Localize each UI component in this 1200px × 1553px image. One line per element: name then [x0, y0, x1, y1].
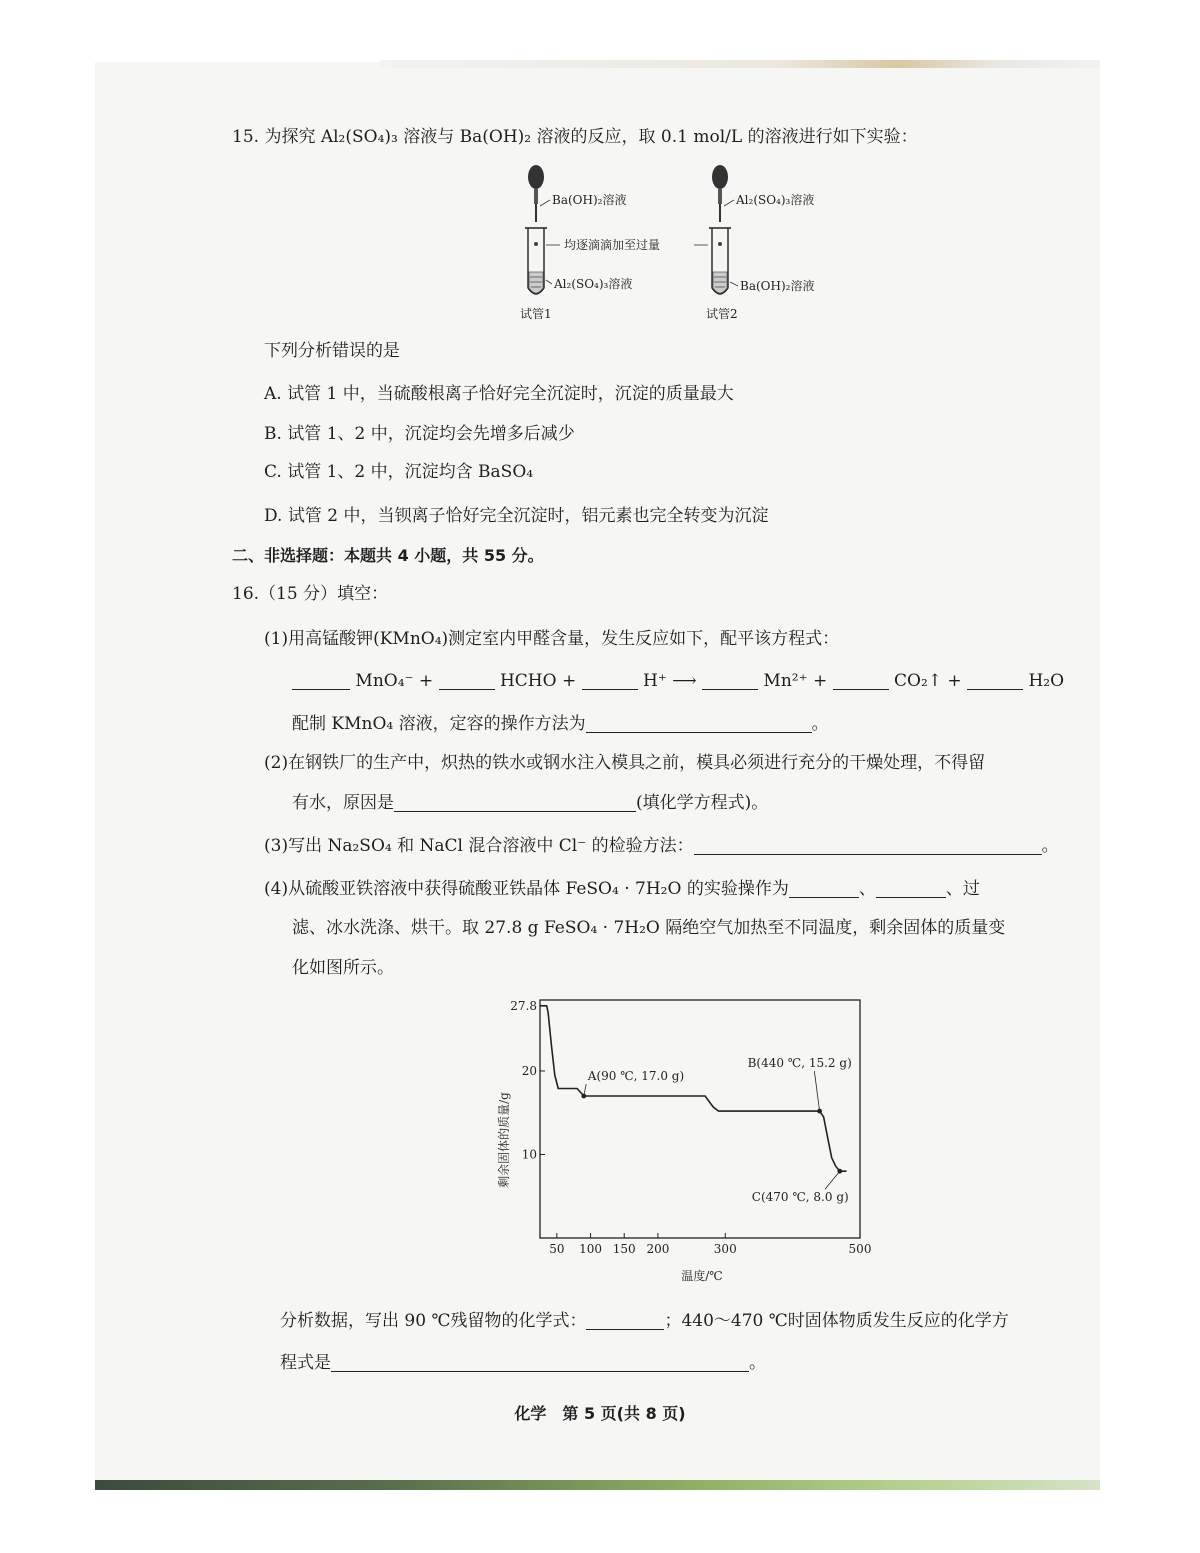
tube1-icon	[525, 228, 547, 294]
mass-curve	[540, 1006, 847, 1171]
equation-term-6: H₂O	[1028, 671, 1065, 691]
x-axis-label: 温度/℃	[681, 1269, 723, 1283]
x-tick-label: 100	[579, 1242, 602, 1256]
mass-temperature-chart	[480, 990, 900, 1290]
q16-part4-text: (4)从硫酸亚铁溶液中获得硫酸亚铁晶体 FeSO₄ · 7H₂O 的实验操作为	[264, 879, 789, 899]
point-leader-b	[814, 1071, 819, 1111]
equation-term-3: H⁺ ⟶	[643, 671, 697, 691]
equation-blank-6[interactable]	[967, 671, 1023, 690]
q16-part2-text: 有水，原因是	[292, 793, 394, 813]
dropwise-label: 均逐滴滴加至过量	[564, 238, 661, 252]
test-tube-figure	[500, 160, 840, 330]
x-tick-label: 150	[612, 1242, 636, 1256]
point-label-b: B(440 ℃, 15.2 g)	[747, 1056, 852, 1071]
tube2-dropper-icon	[712, 165, 728, 222]
equation-blank-1[interactable]	[292, 671, 350, 690]
q16-part1: (1)用高锰酸钾(KMnO₄)测定室内甲醛含量，发生反应如下，配平该方程式：	[264, 629, 840, 649]
q15-option-b: B. 试管 1、2 中，沉淀均会先增多后减少	[264, 424, 575, 444]
scan-bottom-edge	[95, 1480, 1100, 1490]
q16-part1b-end: 。	[811, 714, 829, 734]
q16-part4-line3: 化如图所示。	[292, 958, 394, 978]
q16-part5-line2	[280, 1352, 766, 1374]
q16-part1b-text: 配制 KMnO₄ 溶液，定容的操作方法为	[292, 714, 586, 734]
operation-blank-1[interactable]	[789, 879, 859, 898]
tube2-label: 试管2	[706, 307, 738, 321]
q16-part4-end: 、过	[945, 879, 980, 899]
q16-part4-line2: 滤、冰水洗涤、烘干。取 27.8 g FeSO₄ · 7H₂O 隔绝空气加热至不同温度，剩余固体的质量变	[292, 918, 1006, 938]
q15-prompt: 下列分析错误的是	[264, 341, 400, 361]
x-tick-label: 300	[713, 1242, 737, 1256]
q16-part1b	[292, 713, 829, 735]
point-label-a: A(90 ℃, 17.0 g)	[587, 1069, 685, 1084]
y-tick-label: 10	[521, 1147, 537, 1162]
x-tick-label: 500	[848, 1242, 872, 1256]
q16-part3	[264, 835, 1059, 857]
x-tick-label: 50	[549, 1242, 565, 1256]
tube2-icon	[709, 228, 731, 294]
equation-blank-2[interactable]	[439, 671, 495, 690]
q16-part5-text2: 程式是	[280, 1353, 331, 1373]
q16-part4-line1	[264, 878, 980, 900]
y-tick-label: 27.8	[510, 998, 537, 1013]
reason-equation-blank[interactable]	[394, 793, 636, 812]
q16-part2-line2	[292, 792, 768, 814]
q16-equation	[292, 670, 1064, 692]
q16-part3-text: (3)写出 Na₂SO₄ 和 NaCl 混合溶液中 Cl⁻ 的检验方法：	[264, 836, 694, 856]
section-2-heading: 二、非选择题：本题共 4 小题，共 55 分。	[232, 546, 544, 565]
y-axis-label: 剩余固体的质量/g	[497, 1092, 511, 1188]
equation-term-5: CO₂↑ +	[894, 671, 962, 691]
q15-option-c: C. 试管 1、2 中，沉淀均含 BaSO₄	[264, 462, 534, 482]
page-footer: 化学 第 5 页(共 8 页)	[514, 1404, 686, 1423]
equation-blank-5[interactable]	[833, 671, 889, 690]
x-tick-label: 200	[646, 1242, 670, 1256]
tube2-content-label: Ba(OH)₂溶液	[740, 279, 815, 293]
point-leader-c	[825, 1171, 840, 1189]
q16-title: 16.（15 分）填空：	[232, 584, 389, 604]
tube2-dropper-label: Al₂(SO₄)₃溶液	[736, 193, 815, 207]
equation-blank-3[interactable]	[582, 671, 638, 690]
q16-part5-text: 分析数据，写出 90 ℃残留物的化学式：	[280, 1311, 587, 1331]
tube1-label: 试管1	[520, 307, 552, 321]
equation-blank-4[interactable]	[702, 671, 758, 690]
q15-stem: 15. 为探究 Al₂(SO₄)₃ 溶液与 Ba(OH)₂ 溶液的反应，取 0.1 mol/L 的溶液进行如下实验：	[232, 127, 918, 147]
volume-method-blank[interactable]	[586, 714, 812, 733]
point-label-c: C(470 ℃, 8.0 g)	[751, 1190, 849, 1205]
equation-term-4: Mn²⁺ +	[763, 671, 828, 691]
y-tick-label: 20	[521, 1063, 537, 1078]
tube1-dropper-label: Ba(OH)₂溶液	[552, 193, 627, 207]
equation-term-1: MnO₄⁻ +	[355, 671, 434, 691]
q16-part4-sep: 、	[858, 879, 876, 899]
reaction-equation-blank[interactable]	[331, 1353, 749, 1372]
q15-option-d: D. 试管 2 中，当钡离子恰好完全沉淀时，铝元素也完全转变为沉淀	[264, 506, 769, 526]
tube1-dropper-icon	[528, 165, 544, 222]
tube1-content-label: Al₂(SO₄)₃溶液	[554, 277, 633, 291]
q16-part5-mid: ；440～470 ℃时固体物质发生反应的化学方	[664, 1311, 1009, 1331]
q15-option-a: A. 试管 1 中，当硫酸根离子恰好完全沉淀时，沉淀的质量最大	[264, 384, 734, 404]
scan-top-edge	[380, 60, 1100, 68]
residue-formula-blank[interactable]	[586, 1311, 664, 1330]
q16-part5-line1	[280, 1310, 1009, 1332]
q16-part2-line1: (2)在钢铁厂的生产中，炽热的铁水或钢水注入模具之前，模具必须进行充分的干燥处理，不得留	[264, 753, 986, 773]
q16-part5-end: 。	[749, 1353, 766, 1373]
operation-blank-2[interactable]	[876, 879, 946, 898]
chloride-test-blank[interactable]	[694, 836, 1042, 855]
q16-part2-end: (填化学方程式)。	[636, 793, 769, 813]
q16-part3-end: 。	[1041, 836, 1059, 856]
equation-term-2: HCHO +	[499, 671, 577, 691]
